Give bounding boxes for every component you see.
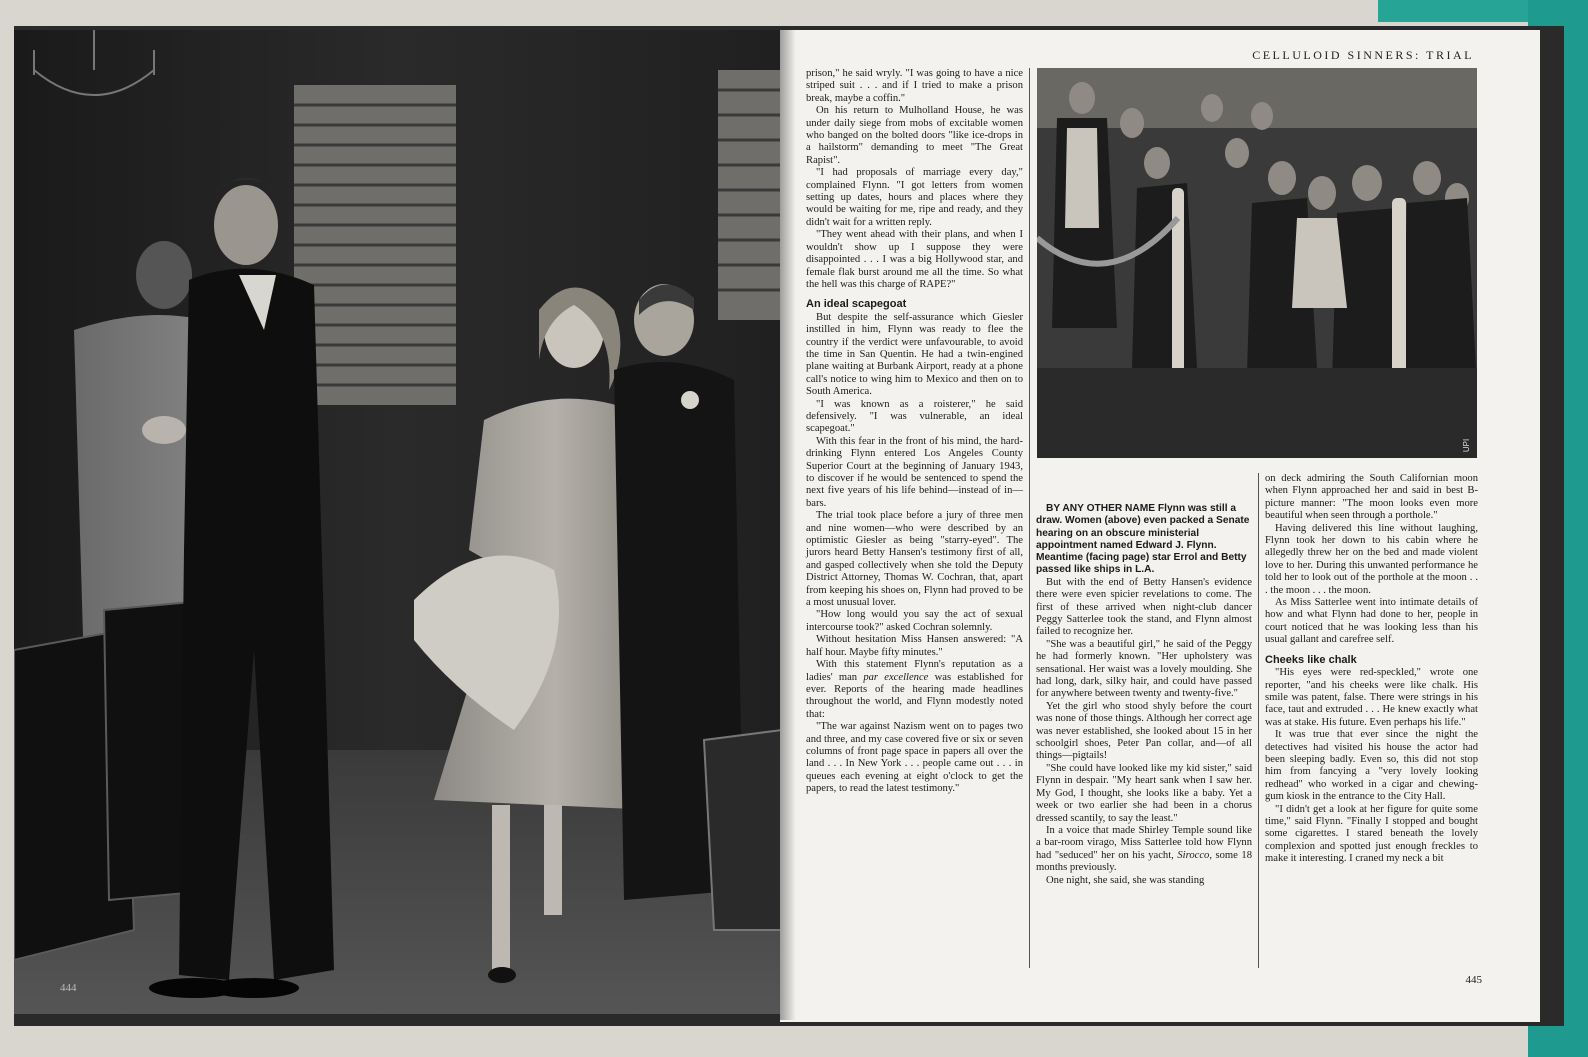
paragraph: "They went ahead with their plans, and when I wouldn't show up I suppose they were disappointed . . . I was a big Hollywood star, and female flak burst around me all the time. So what the hell was this charge of RAPE?" [806,229,1023,290]
paragraph: Having delivered this line without laughing, Flynn took her down to his cabin where he allegedly threw her on the bed and made violent love to her. During this unwanted performance he told her to look out of the porthole at the moon . . . the moon . . . the moon. [1265,522,1478,596]
left-page-photograph [14,30,782,1014]
paragraph: As Miss Satterlee went into intimate details of how and what Flynn had done to her, people in court noticed that he was looking less than his usual gallant and carefree self. [1265,597,1478,646]
text-column-3 [1265,473,1478,866]
right-page-number: 445 [1465,974,1482,986]
paragraph: On his return to Mulholland House, he was under daily siege from mobs of excitable women who banged on the bolted doors "like ice-drops in a hailstorm" demanding to meet "The Great Rapist". [806,105,1023,166]
text-run: , some 18 months previously. [1036,849,1253,874]
courtroom-photo [14,30,782,1014]
text-run: was established for ever. Reports of the hearing made headlines throughout the world, and Flynn modestly noted that: [806,671,1023,720]
column-rule [1258,473,1259,968]
text-run: In a voice that made Shirley Temple sound like a bar-room virago, Miss Satterlee told how Flynn had "seduced" her on his yacht, [1036,824,1252,861]
paragraph: "I was known as a roisterer," he said defensively. "I was vulnerable, an ideal scapegoat." [806,398,1023,435]
text-column-2 [1036,503,1252,887]
paragraph: "His eyes were red-speckled," wrote one reporter, "and his cheeks were like chalk. His smile was patent, false. There were strings in his face, taut and extruded . . . He knew exactly what was at stake. His future. Even perhaps his life." [1265,667,1478,728]
column-rule [1029,68,1030,968]
paragraph: "She was a beautiful girl," he said of the Peggy he had formerly known. "Her upholstery was sensational. Her waist was a lovely moulding. She had long, dark, silky hair, and could have passed for anywhere between twenty and twenty-five." [1036,638,1252,700]
section-heading: An ideal scapegoat [806,298,907,311]
briefcase [704,730,782,930]
window-blinds-right [718,70,782,320]
paragraph: "She could have looked like my kid sister," said Flynn in despair. "My heart sank when I saw her. My God, I thought, she looks like a baby. Yet a week or two earlier she had been in a chorus dressed scantily, to say the least." [1036,762,1252,824]
audience-photo [1037,68,1477,458]
italic-text: par excellence [863,671,929,683]
paragraph: But with the end of Betty Hansen's evidence there were even spicier revelations to come. The first of these arrived when night-club dancer Peggy Satterlee took the stand, and Flynn almost failed to recognize her. [1036,576,1252,638]
senate-hearing-photo [1037,68,1477,458]
running-head: CELLULOID SINNERS: TRIAL [1252,48,1474,62]
paragraph: The trial took place before a jury of three men and nine women—who were described by an optimistic Giesler as being "starry-eyed". The jurors heard Betty Hansen's testimony first of all, and gasped collectively when she told the Deputy District Attorney, Thomas W. Cochran, that, apart from keeping his shoes on, Flynn had proved to be a most unusual lover. [806,510,1023,609]
left-page-number: 444 [60,982,77,994]
paragraph: It was true that ever since the night the detectives had visited his house the actor had been sleeping badly. Even so, this did not stop him from fancying a "very lovely looking redhead" who worked in a cigar and chewing-gum kiosk in the entrance to the City Hall. [1265,729,1478,803]
photo-credit: UPI [1461,438,1471,453]
paragraph: With this fear in the front of his mind, the hard-drinking Flynn entered Los Angeles County Superior Court at the beginning of January 1943, to discover if he would be sentenced to spend the next five years of his life behind—instead of in—bars. [806,435,1023,509]
paragraph: One night, she said, she was standing [1046,874,1205,886]
book-gutter [780,30,796,1020]
paragraph: "I didn't get a look at her figure for quite some time," said Flynn. "Finally I stopped and bought some cigarettes. I stared beneath the lovely complexion and spotted just enough freckles to make it interesting. I craned my neck a bit [1265,803,1478,865]
italic-text: Sirocco [1177,849,1210,861]
paragraph: Without hesitation Miss Hansen answered: "A half hour. Maybe fifty minutes." [806,634,1023,658]
photo-caption: BY ANY OTHER NAME Flynn was still a draw. Women (above) even packed a Senate hearing on an obscure ministerial appointment named Edward J. Flynn. Meantime (facing page) star Errol and Betty passed like ships in L.A. [1036,503,1250,576]
text-column-1 [806,68,1023,796]
paragraph: prison," he said wryly. "I was going to have a nice striped suit . . . and if I tried to make a prison break, maybe a coffin." [806,68,1023,104]
right-page [780,30,1540,1022]
paragraph: But despite the self-assurance which Giesler instilled in him, Flynn was ready to flee the country if the verdict were unfavourable, to avoid the time in San Quentin. He had a twin-engined plane waiting at Burbank Airport, ready at a phone call's notice to wing him to Mexico and then on to South America. [806,311,1023,398]
paragraph: on deck admiring the South Californian moon when Flynn approached her and said in best B-picture manner: "The moon looks even more beautiful when seen through a porthole." [1265,473,1478,522]
paragraph: "I had proposals of marriage every day," complained Flynn. "I got letters from women setting up dates, hours and places where they would be waiting for me, ripe and ready, and they didn't wait for a written reply. [806,167,1023,228]
paragraph: Yet the girl who stood shyly before the court was none of those things. Although her correct age was never established, she looked about 15 in her schoolgirl shoes, Peter Pan collar, and—of all things—pigtails! [1036,700,1252,762]
section-heading: Cheeks like chalk [1265,653,1357,666]
paragraph [1036,825,1252,875]
paragraph: "How long would you say the act of sexual intercourse took?" asked Cochran solemnly. [806,609,1023,633]
text-run: With this statement Flynn's reputation as a ladies' man [806,659,1023,683]
paragraph [806,659,1023,721]
window-blinds-left [294,85,456,405]
paragraph: "The war against Nazism went on to pages two and three, and my case covered five or six or seven columns of front page space in papers all over the land . . . In New York . . . people came out . . . in queues each evening at eight o'clock to get the papers, to read the latest testimony." [806,721,1023,795]
